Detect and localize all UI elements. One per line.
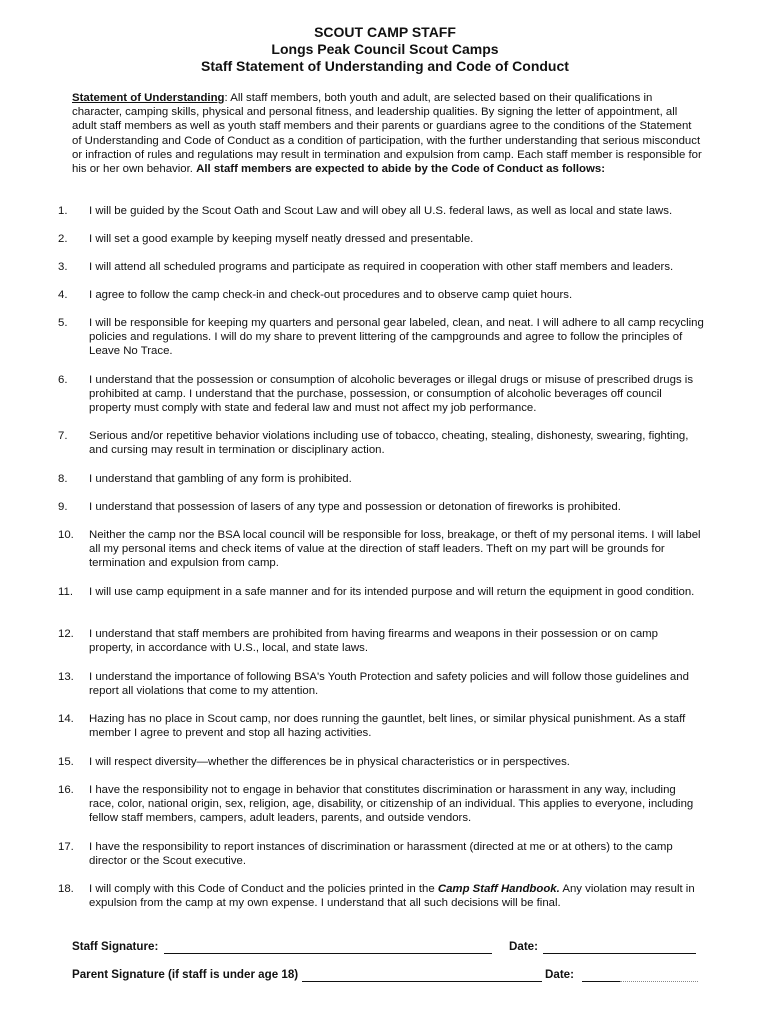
item-number: 9. <box>58 501 68 513</box>
item-text: Neither the camp nor the BSA local council will be responsible for loss, breakage, or theft of my personal items. I will label all my personal items and check items of value at the direction of staff leaders. Theft on my part will be grounds for termination and expulsion from camp. <box>89 529 701 570</box>
item-text: Serious and/or repetitive behavior violations including use of tobacco, cheating, stealing, dishonesty, swearing, fighting, and cursing may result in termination or disciplinary action. <box>89 430 689 457</box>
item-text: I agree to follow the camp check-in and check-out procedures and to observe camp quiet hours. <box>89 289 573 301</box>
staff-date-label: Date: <box>509 940 538 953</box>
item-number: 12. <box>58 628 74 640</box>
item-text-before: I will comply with this Code of Conduct and the policies printed in the <box>89 883 438 895</box>
item-text: I have the responsibility not to engage in behavior that constitutes discrimination or harassment in any way, including race, color, national origin, sex, religion, age, disability, or citizenship of an individual. This applies to everyone, including fellow staff members, campers, adult leaders, parents, and outside vendors. <box>89 784 694 825</box>
item-text: I understand that possession of lasers of any type and possession or detonation of fireworks is prohibited. <box>89 501 621 513</box>
item-number: 2. <box>58 233 68 245</box>
parent-signature-label: Parent Signature (if staff is under age 18) <box>72 968 299 981</box>
item-text: I understand that staff members are prohibited from having firearms and weapons in their possession or on camp property, in accordance with U.S., local, and state laws. <box>89 628 658 655</box>
item-number: 14. <box>58 713 74 725</box>
item-number: 5. <box>58 317 68 329</box>
camp-staff-handbook-title: Camp Staff Handbook. <box>437 883 560 895</box>
item-number: 18. <box>58 883 74 895</box>
item-number: 13. <box>58 671 74 683</box>
item-number: 1. <box>58 205 68 217</box>
item-text: Hazing has no place in Scout camp, nor does running the gauntlet, belt lines, or similar physical punishment. As a staff member I agree to prevent and stop all hazing activities. <box>89 713 686 740</box>
item-text: I will attend all scheduled programs and participate as required in cooperation with other staff members and leaders. <box>89 261 674 273</box>
item-number: 8. <box>58 473 68 485</box>
item-number: 7. <box>58 430 68 442</box>
item-text: I have the responsibility to report instances of discrimination or harassment (directed at me or at others) to the camp director or the Scout executive. <box>89 841 673 868</box>
item-number: 4. <box>58 289 68 301</box>
item-text: I understand that gambling of any form is prohibited. <box>89 473 352 485</box>
parent-signature-line[interactable] <box>302 981 542 982</box>
statement-of-understanding <box>72 91 702 176</box>
parent-date-dotted-line <box>620 981 698 982</box>
item-text: I will be responsible for keeping my quarters and personal gear labeled, clean, and neat. I will adhere to all camp recycling policies and regulations. I will do my share to prevent littering of the campgrounds and agree to follow the principles of Leave No Trace. <box>89 317 704 358</box>
title-statement: Staff Statement of Understanding and Code of Conduct <box>201 58 569 74</box>
item-text <box>89 882 704 910</box>
item-text: I understand the importance of following BSA's Youth Protection and safety policies and will follow those guidelines and report all violations that come to my attention. <box>89 671 689 698</box>
item-text: I will set a good example by keeping myself neatly dressed and presentable. <box>89 233 474 245</box>
parent-date-line[interactable] <box>582 981 620 982</box>
statement-lead: Statement of Understanding <box>72 92 225 104</box>
item-text: I will be guided by the Scout Oath and Scout Law and will obey all U.S. federal laws, as well as local and state laws. <box>89 205 673 217</box>
statement-body: : All staff members, both youth and adult, are selected based on their qualifications in character, camping skills, physical and personal fitness, and leadership qualities. By signing the letter of appointment, all adult staff members as well as youth staff members and their parents or guardians agree to the conditions of the Statement of Understanding and Code of Conduct as a condition of participation, with the further understanding that serious misconduct or infraction of rules and regulations may result in termination and expulsion from camp. Each staff member is responsible for his or her own behavior. <box>72 92 702 176</box>
item-text: I will respect diversity—whether the differences be in physical characteristics or in perspectives. <box>89 756 570 768</box>
staff-date-line[interactable] <box>543 953 696 954</box>
item-number: 10. <box>58 529 74 541</box>
title-council: Longs Peak Council Scout Camps <box>271 41 499 57</box>
staff-signature-label: Staff Signature: <box>72 940 159 953</box>
item-number: 17. <box>58 841 74 853</box>
item-text: I will use camp equipment in a safe manner and for its intended purpose and will return the equipment in good condition. <box>89 586 695 598</box>
item-number: 6. <box>58 374 68 386</box>
title-camp-staff: SCOUT CAMP STAFF <box>314 24 456 40</box>
item-text-after: Any violation may result in expulsion from the camp at my own expense. I understand that all such decisions will be final. <box>89 883 695 910</box>
item-number: 11. <box>58 586 73 598</box>
item-number: 15. <box>58 756 74 768</box>
parent-date-label: Date: <box>545 968 574 981</box>
item-number: 16. <box>58 784 74 796</box>
statement-emphasis: All staff members are expected to abide by the Code of Conduct as follows: <box>196 163 605 176</box>
item-text: I understand that the possession or consumption of alcoholic beverages or illegal drugs or misuse of prescribed drugs is prohibited at camp. I understand that the purchase, possession, or consumption of alcoholic beverages off council property must comply with state and federal law and must not affect my job performance. <box>89 374 694 415</box>
staff-signature-line[interactable] <box>164 953 492 954</box>
item-number: 3. <box>58 261 68 273</box>
